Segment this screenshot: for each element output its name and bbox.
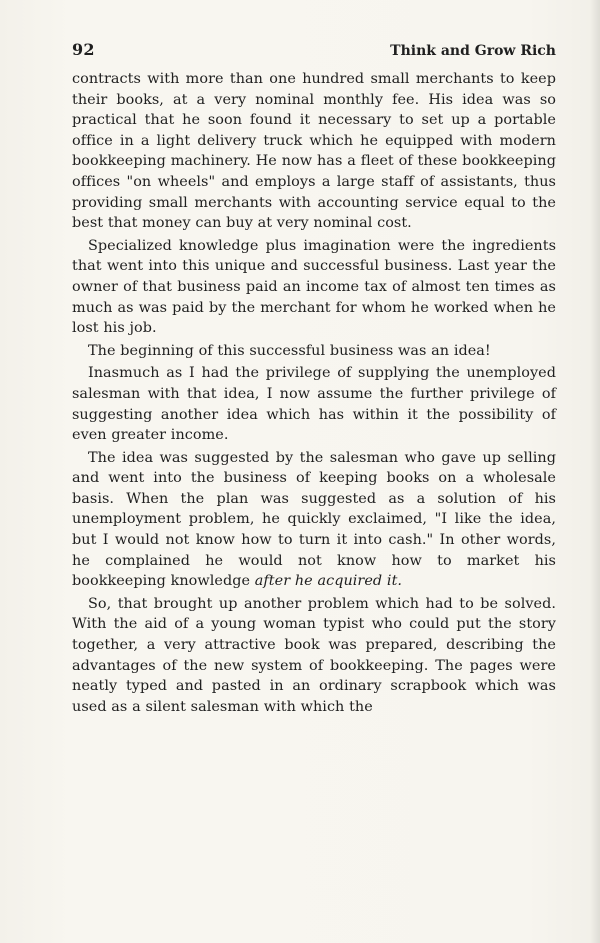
paragraph-4: Inasmuch as I had the privilege of supplying the unemployed salesman with that idea, I now assume the further privilege of suggesting another idea which has within it the possibility of even greater income.: [72, 365, 556, 444]
paragraph-5-text-before-italic: The idea was suggested by the salesman who gave up selling and went into the business of keeping books on a wholesale basis. When the plan was suggested as a solution of his unemployment problem, he quickly exclaimed, "I like the idea, but I would not know how to turn it into cash." In other words, he complained he would not know how to market his bookkeeping knowledge: [72, 449, 556, 590]
paragraph-6: So, that brought up another problem which had to be solved. With the aid of a young woman typist who could put the story together, a very attractive book was prepared, describing the advantages of the new system of bookkeeping. The pages were neatly typed and pasted in an ordinary scrapbook which was used as a silent salesman with which the: [72, 595, 556, 715]
page-header: [72, 40, 556, 59]
page-number: 92: [72, 40, 95, 59]
paragraph-2: Specialized knowledge plus imagination were the ingredients that went into this unique and successful business. Last year the owner of that business paid an income tax of almost ten times as much as was paid by the merchant for whom he worked when he lost his job.: [72, 237, 556, 337]
paragraph-5-italic-text: after he acquired it.: [254, 573, 403, 590]
paragraph-3: The beginning of this successful business was an idea!: [88, 342, 491, 359]
running-title: Think and Grow Rich: [390, 43, 556, 59]
page-edge-shadow: [590, 0, 600, 943]
paragraph-5: [72, 448, 556, 592]
paragraph-1: contracts with more than one hundred small merchants to keep their books, at a very nominal monthly fee. His idea was so practical that he soon found it necessary to set up a portable office in a light delivery truck which he equipped with modern bookkeeping machinery. He now has a fleet of these bookkeeping offices "on wheels" and employs a large staff of assistants, thus providing small merchants with accounting service equal to the best that money can buy at very nominal cost.: [72, 71, 556, 232]
page-content: [72, 69, 556, 717]
